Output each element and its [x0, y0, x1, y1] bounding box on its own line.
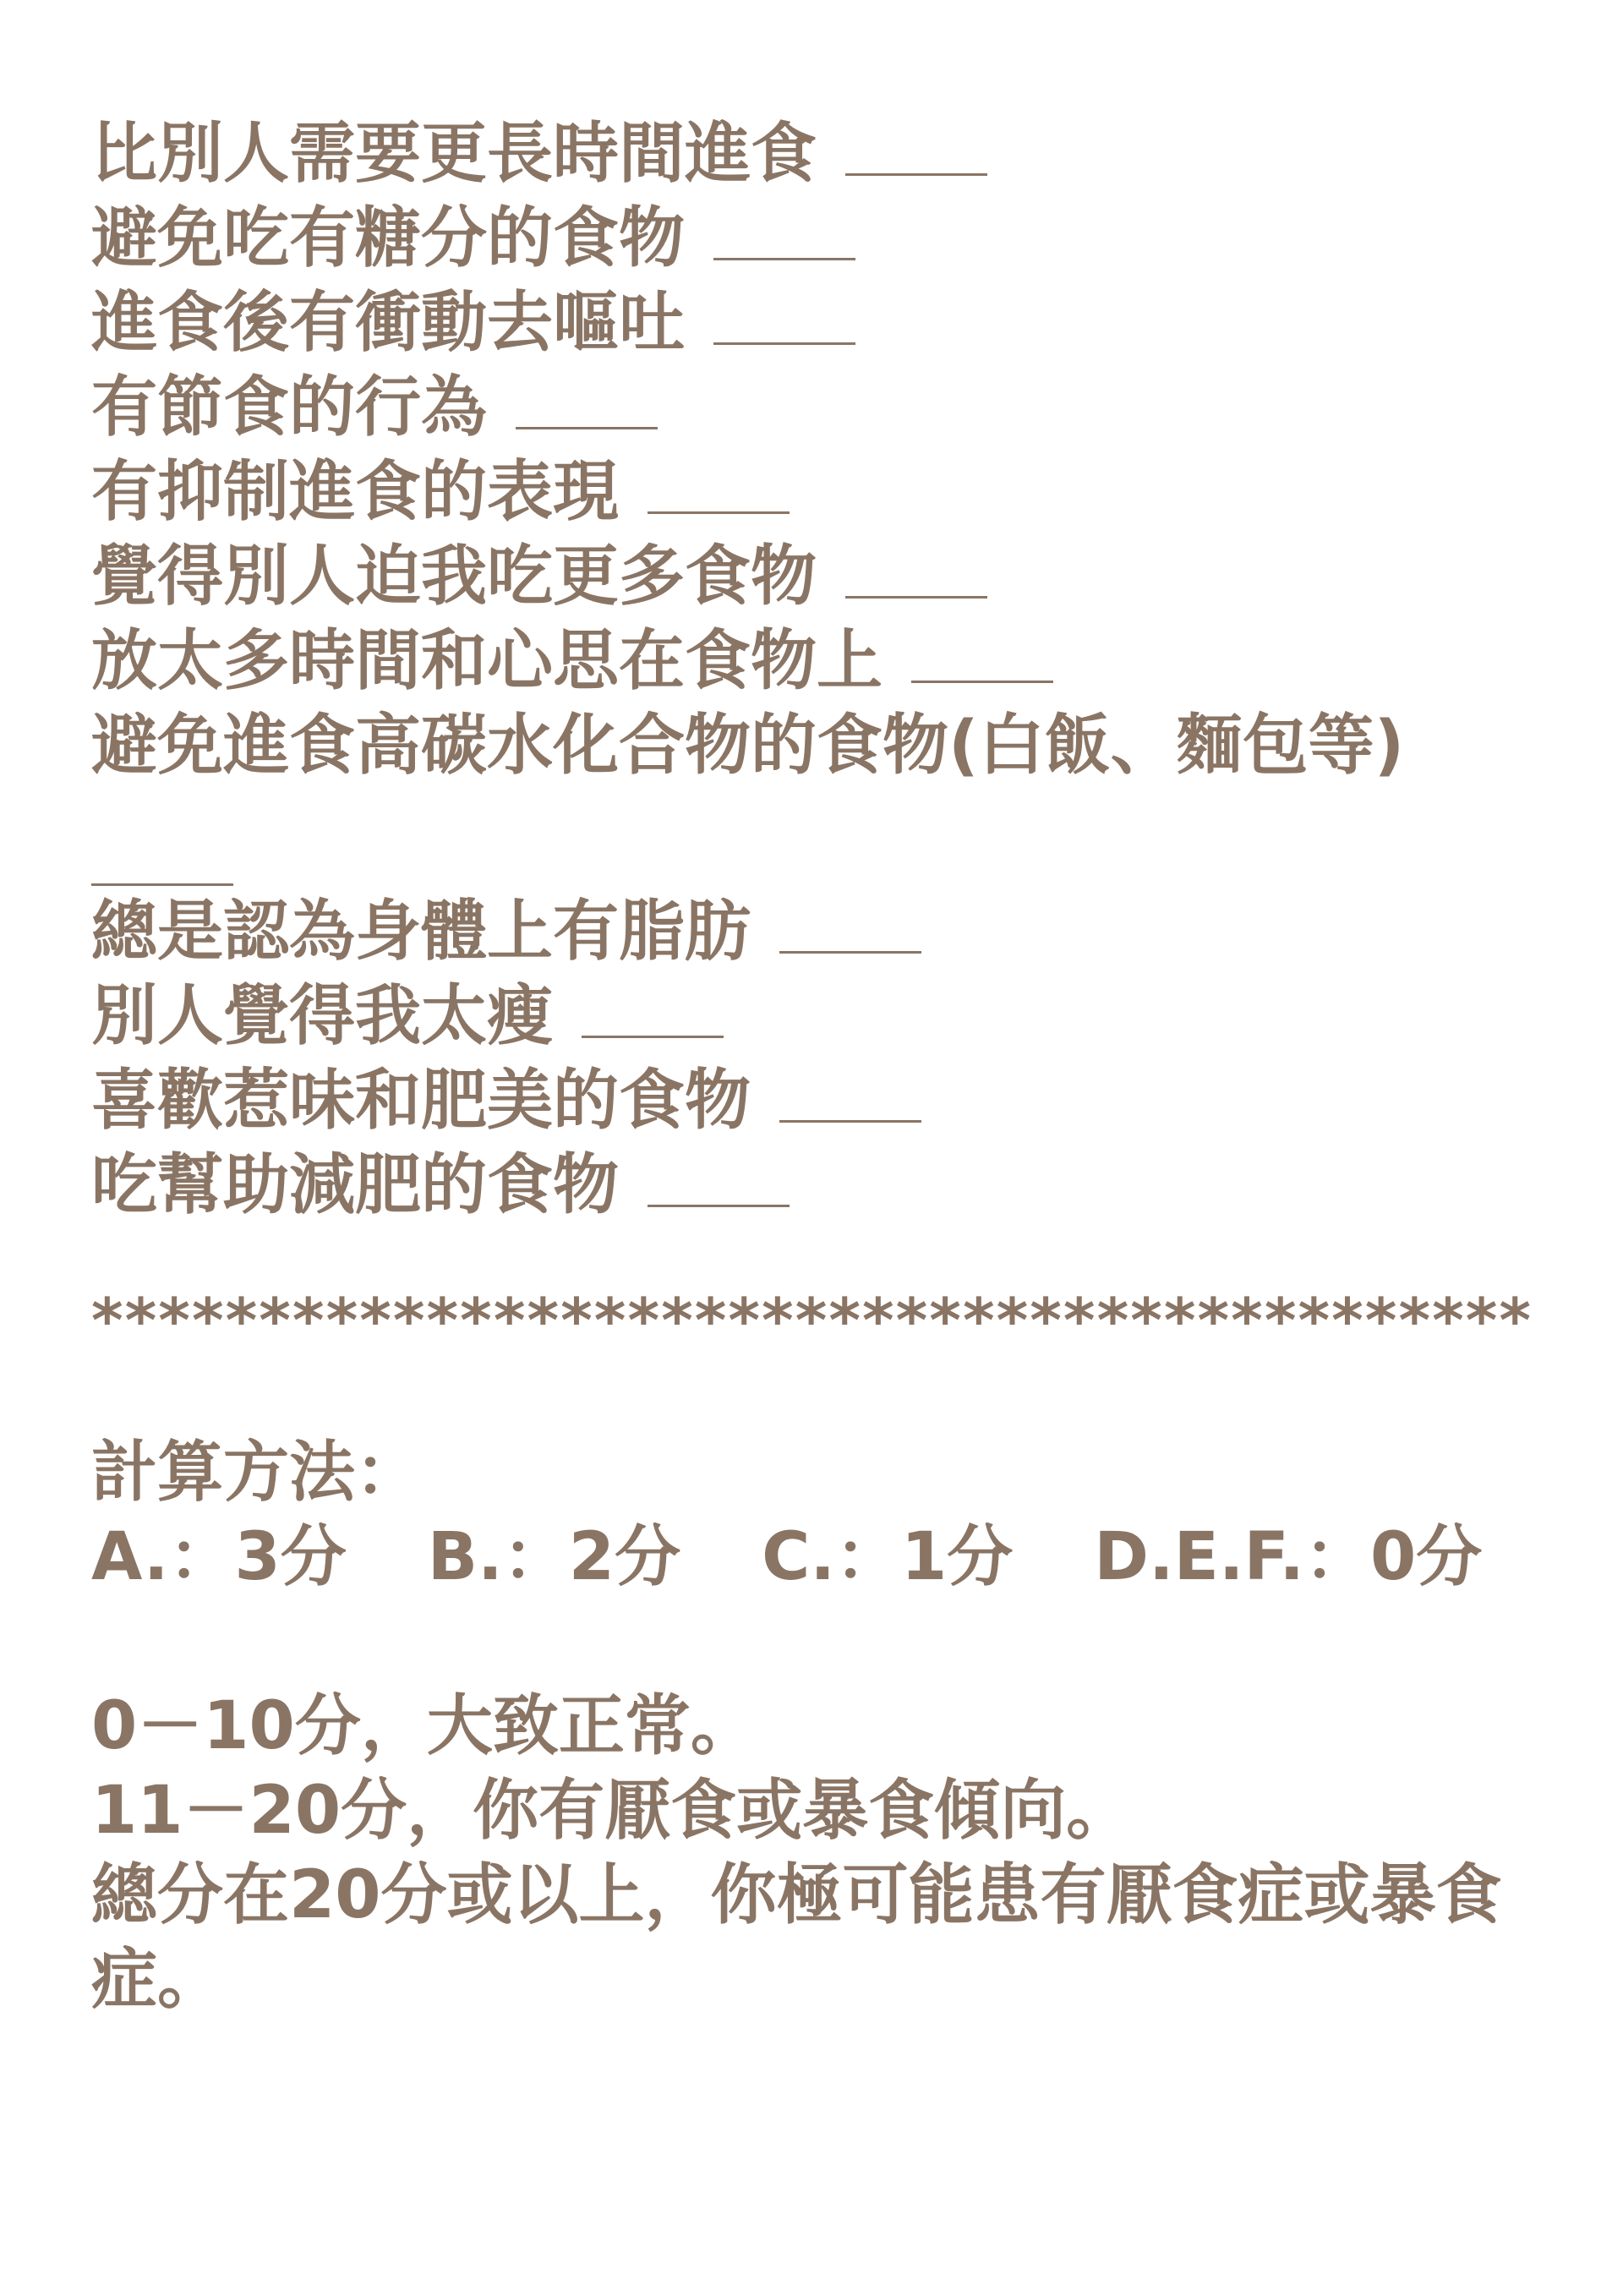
question-item: 吃幫助減肥的食物 — [91, 1143, 1545, 1227]
score-list — [91, 1515, 1545, 1599]
score-b: B.：2分 — [427, 1519, 681, 1595]
answer-blank[interactable] — [911, 674, 1053, 683]
question-item: 避免進食高碳水化合物的食物(白飯、麵包等) — [91, 708, 1405, 784]
question-item: 喜歡惹味和肥美的食物 — [91, 1058, 1545, 1143]
question-item: 比別人需要更長時間進食 — [91, 112, 1545, 196]
answer-blank[interactable] — [91, 877, 233, 886]
score-c: C.：1分 — [762, 1519, 1014, 1595]
spacer — [91, 1599, 1545, 1684]
question-item: 別人覺得我太瘦 — [91, 974, 1545, 1058]
question-item: 總是認為身體上有脂肪 — [91, 889, 1545, 974]
answer-blank[interactable] — [845, 167, 987, 176]
question-item: 放太多時間和心思在食物上 — [91, 619, 1545, 703]
score-def: D.E.F.：0分 — [1094, 1519, 1483, 1595]
answer-blank[interactable] — [516, 420, 658, 429]
result-normal: 0－10分，大致正常。 — [91, 1688, 757, 1764]
answer-blank-row — [91, 839, 1545, 889]
answer-blank[interactable] — [582, 1029, 724, 1038]
answer-blank[interactable] — [713, 336, 855, 345]
score-a: A.：3分 — [91, 1519, 347, 1595]
answer-blank[interactable] — [779, 944, 921, 954]
answer-blank[interactable] — [648, 505, 790, 514]
question-item: 有節食的行為 — [91, 365, 1545, 450]
answer-blank[interactable] — [779, 1113, 921, 1123]
result-tendency: 11－20分，你有厭食或暴食傾向。 — [91, 1773, 1133, 1849]
answer-blank[interactable] — [713, 251, 855, 260]
question-item: 覺得別人迫我吃更多食物 — [91, 534, 1545, 619]
question-item: 避免吃有糖分的食物 — [91, 196, 1545, 281]
question-item: 進食後有衝動去嘔吐 — [91, 281, 1545, 365]
result-likely: 總分在20分或以上，你極可能患有厭食症或暴食症。 — [91, 1857, 1502, 2018]
answer-blank[interactable] — [648, 1198, 790, 1207]
answer-blank[interactable] — [845, 589, 987, 599]
document-content — [91, 112, 1545, 2022]
question-item: 有抑制進食的表現 — [91, 450, 1545, 534]
spacer — [91, 1363, 1545, 1430]
method-title: 計算方法： — [91, 1435, 422, 1511]
divider-stars: ******************************************* — [91, 1285, 1533, 1356]
spacer — [91, 788, 1545, 839]
spacer — [91, 1227, 1545, 1278]
